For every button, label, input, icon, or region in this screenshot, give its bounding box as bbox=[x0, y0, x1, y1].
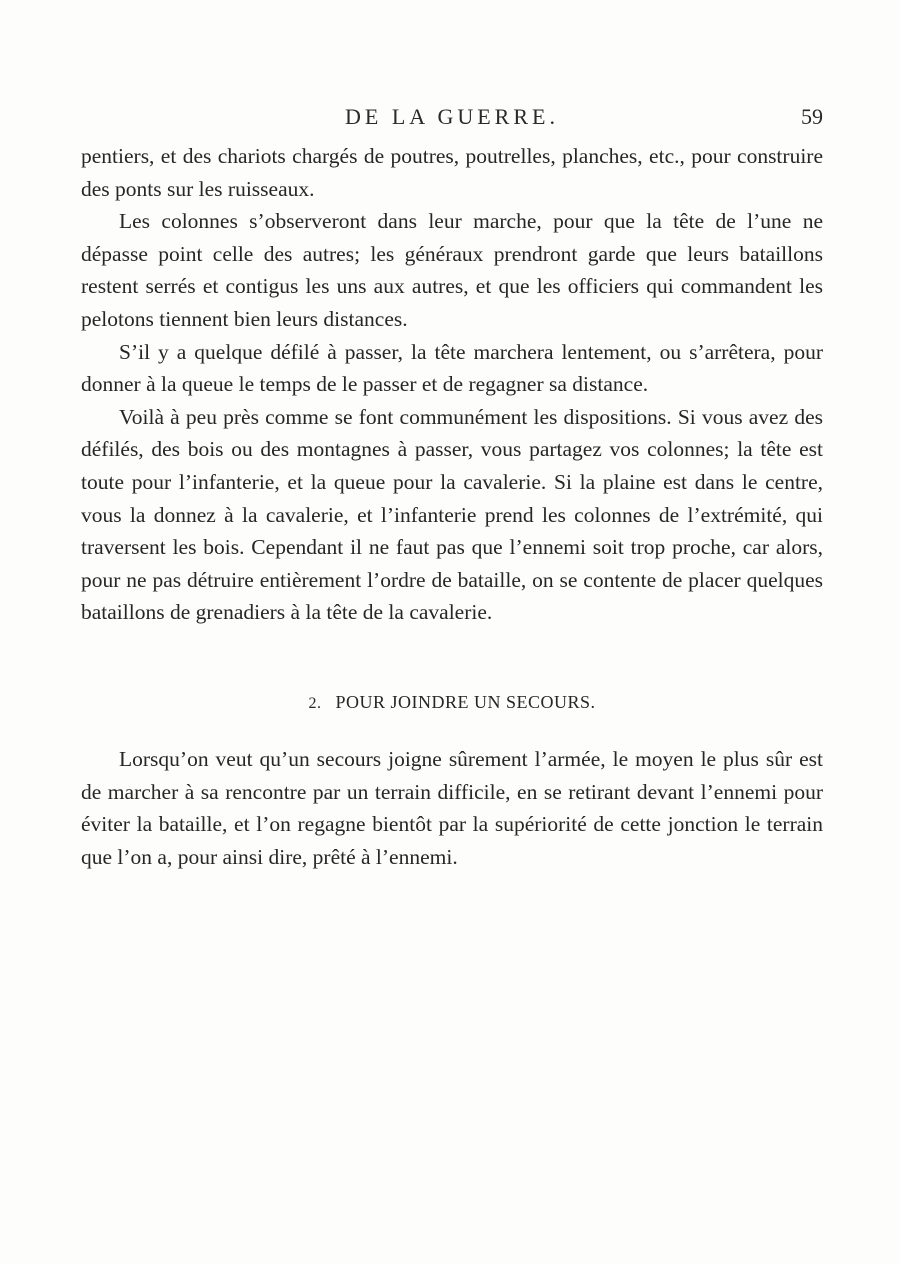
paragraph: S’il y a quelque défilé à passer, la tête marchera lentement, ou s’arrêtera, pour donner à la queue le temps de le passer et de regagner sa distance. bbox=[81, 339, 823, 397]
running-title: DE LA GUERRE. bbox=[345, 104, 559, 129]
running-head bbox=[81, 104, 823, 140]
page-number: 59 bbox=[801, 104, 823, 129]
section-number: 2. bbox=[308, 694, 322, 712]
section-heading bbox=[81, 690, 823, 716]
paragraph-continued: pentiers, et des chariots chargés de poutres, poutrelles, planches, etc., pour construire des ponts sur les ruisseaux. bbox=[81, 144, 823, 201]
paragraph: Les colonnes s’observeront dans leur marche, pour que la tête de l’une ne dépasse point celle des autres; les généraux prendront garde que leurs bataillons restent serrés et contigus les uns aux autres, et que les officiers qui commandent les pelotons tiennent bien leurs distances. bbox=[81, 209, 823, 331]
paragraph: Voilà à peu près comme se font communément les dispositions. Si vous avez des défilés, des bois ou des montagnes à passer, vous partagez vos colonnes; la tête est toute pour l’infanterie, et la queue pour la cavalerie. Si la plaine est dans le centre, vous la donnez à la cavalerie, et l’infanterie prend les colonnes de l’extrémité, qui traversent les bois. Cependant il ne faut pas que l’ennemi soit trop proche, car alors, pour ne pas détruire entièrement l’ordre de bataille, on se contente de placer quelques bataillons de grenadiers à la tête de la cavalerie. bbox=[81, 404, 823, 625]
section-title: POUR JOINDRE UN SECOURS. bbox=[335, 691, 596, 712]
section-paragraph: Lorsqu’on veut qu’un secours joigne sûrement l’armée, le moyen le plus sûr est de marcher à sa rencontre par un terrain difficile, en se retirant devant l’ennemi pour éviter la bataille, et l’on regagne bientôt par la supériorité de cette jonction le terrain que l’on a, pour ainsi dire, prêté à l’ennemi. bbox=[81, 746, 823, 869]
book-page bbox=[81, 104, 823, 873]
